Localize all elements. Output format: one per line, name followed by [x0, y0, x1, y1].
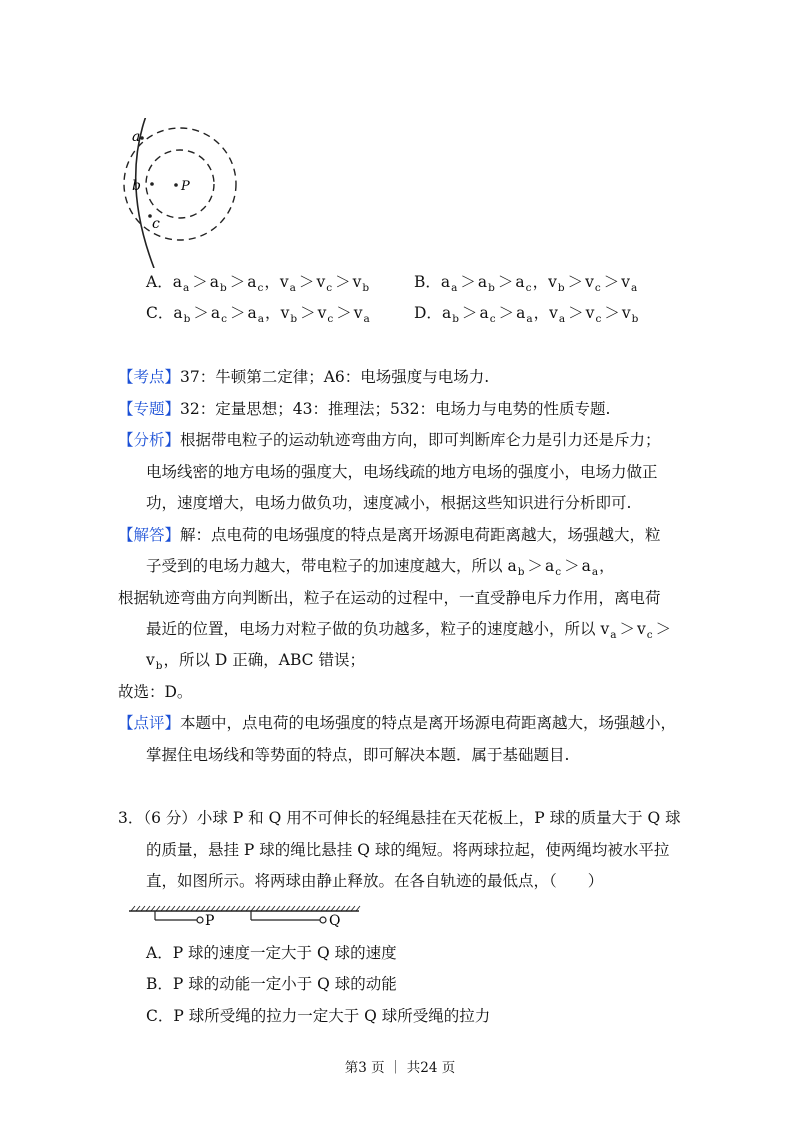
fenxi-line1: 【分析】根据带电粒子的运动轨迹弯曲方向，即可判断库仑力是引力还是斥力；: [118, 431, 661, 449]
label-c: c: [152, 216, 160, 232]
hatch-mark: [176, 906, 180, 911]
hatch-mark: [231, 906, 235, 911]
jieda-line5: $v_b$，所以 D 正确，ABC 错误；: [146, 651, 365, 672]
hatch-mark: [216, 906, 220, 911]
fenxi-tag: 【分析】: [118, 431, 181, 449]
jieda-line4: 最近的位置，电场力对粒子做的负功越多，粒子的速度越小，所以 $v_a > v_c$ ＞: [146, 620, 672, 641]
q3-option-a: A．P 球的速度一定大于 Q 球的速度: [146, 944, 397, 962]
hatch-mark: [291, 906, 295, 911]
dianping-tag: 【点评】: [118, 714, 181, 732]
hatch-mark: [166, 906, 170, 911]
hatch-mark: [186, 906, 190, 911]
hatch-mark: [351, 906, 355, 911]
jieda-line2: 子受到的电场力越大，带电粒子的加速度越大，所以 $a_b > a_c > a_a$，: [146, 557, 615, 578]
hatch-mark: [326, 906, 330, 911]
option-a: A．$a_a > a_b > a_c$，$v_a > v_c > v_b$: [146, 273, 370, 294]
q3-stem-line1: 3．（6 分）小球 P 和 Q 用不可伸长的轻绳悬挂在天花板上，P 球的质量大于 Q 球: [118, 809, 681, 827]
kaodian-line: [118, 367, 489, 387]
hatch-mark: [251, 906, 255, 911]
ceiling-hatch: [131, 906, 360, 911]
label-a: a: [132, 129, 141, 145]
dianping-line1: 【点评】本题中，点电荷的电场强度的特点是离开场源电荷距离越大，场强越小，: [118, 714, 677, 732]
kaodian-text: 37：牛顿第二定律；A6：电场强度与电场力.: [180, 368, 490, 386]
fenxi-line2: 电场线密的地方电场的强度大，电场线疏的地方电场的强度小，电场力做正: [146, 463, 658, 481]
hatch-mark: [296, 906, 300, 911]
ball-q: [320, 917, 326, 923]
zhuanti-tag: 【专题】: [118, 400, 181, 418]
hatch-mark: [181, 906, 185, 911]
hatch-mark: [286, 906, 290, 911]
hatch-mark: [346, 906, 350, 911]
label-ball-q: Q: [329, 913, 341, 929]
hatch-mark: [236, 906, 240, 911]
hatch-mark: [131, 906, 135, 911]
hatch-mark: [341, 906, 345, 911]
hatch-mark: [221, 906, 225, 911]
hatch-mark: [146, 906, 150, 911]
hatch-mark: [191, 906, 195, 911]
zhuanti-text: 32：定量思想；43：推理法；532：电场力与电势的性质专题.: [180, 400, 611, 418]
fenxi-line3: 功，速度增大，电场力做负功，速度减小，根据这些知识进行分析即可.: [146, 494, 632, 512]
kaodian-tag: 【考点】: [118, 368, 181, 386]
hatch-mark: [336, 906, 340, 911]
point-b-dot: [150, 182, 154, 186]
hatch-mark: [356, 906, 360, 911]
hatch-mark: [156, 906, 160, 911]
hatch-mark: [281, 906, 285, 911]
option-b: B．$a_a > a_b > a_c$，$v_b > v_c > v_a$: [414, 273, 638, 294]
label-p: P: [181, 179, 190, 194]
hatch-mark: [271, 906, 275, 911]
hatch-mark: [151, 906, 155, 911]
hatch-mark: [316, 906, 320, 911]
hatch-mark: [276, 906, 280, 911]
hatch-mark: [311, 906, 315, 911]
hatch-mark: [141, 906, 145, 911]
q3-option-b: B．P 球的动能一定小于 Q 球的动能: [146, 975, 397, 993]
ball-p: [197, 917, 203, 923]
label-b: b: [132, 178, 141, 194]
page-footer: 第3 页 ｜ 共24 页: [344, 1060, 456, 1076]
label-ball-p: P: [205, 913, 215, 929]
hatch-mark: [266, 906, 270, 911]
answer-line: 故选：D。: [118, 683, 193, 701]
hatch-mark: [201, 906, 205, 911]
point-p-dot: [174, 183, 178, 187]
zhuanti-line: [118, 399, 610, 419]
inner-equipotential-circle: [146, 150, 214, 218]
option-d: D．$a_b > a_c > a_a$，$v_a > v_c > v_b$: [414, 304, 639, 325]
option-c: C．$a_b > a_c > a_a$，$v_b > v_c > v_a$: [146, 304, 370, 325]
jieda-tag: 【解答】: [118, 526, 181, 544]
hatch-mark: [226, 906, 230, 911]
hatch-mark: [261, 906, 265, 911]
q3-option-c: C．P 球所受绳的拉力一定大于 Q 球所受绳的拉力: [146, 1007, 491, 1025]
hatch-mark: [196, 906, 200, 911]
hatch-mark: [206, 906, 210, 911]
hatch-mark: [241, 906, 245, 911]
hatch-mark: [246, 906, 250, 911]
hatch-mark: [161, 906, 165, 911]
hatch-mark: [321, 906, 325, 911]
hatch-mark: [301, 906, 305, 911]
pendulum-figure: [125, 902, 365, 932]
jieda-line3: 根据轨迹弯曲方向判断出，粒子在运动的过程中，一直受静电斥力作用，离电荷: [118, 589, 661, 607]
hatch-mark: [136, 906, 140, 911]
hatch-mark: [306, 906, 310, 911]
dianping-line2: 掌握住电场线和等势面的特点，即可解决本题．属于基础题目.: [146, 746, 570, 764]
q3-stem-line2: 的质量，悬挂 P 球的绳比悬挂 Q 球的绳短。将两球拉起，使两绳均被水平拉: [146, 841, 670, 859]
hatch-mark: [256, 906, 260, 911]
jieda-line1: 【解答】解：点电荷的电场强度的特点是离开场源电荷距离越大，场强越大，粒: [118, 526, 661, 544]
hatch-mark: [211, 906, 215, 911]
hatch-mark: [331, 906, 335, 911]
equipotential-figure: [110, 118, 250, 268]
q3-stem-line3: 直，如图所示。将两球由静止释放。在各自轨迹的最低点，（ ）: [146, 872, 604, 890]
point-a-dot: [140, 136, 144, 140]
hatch-mark: [171, 906, 175, 911]
